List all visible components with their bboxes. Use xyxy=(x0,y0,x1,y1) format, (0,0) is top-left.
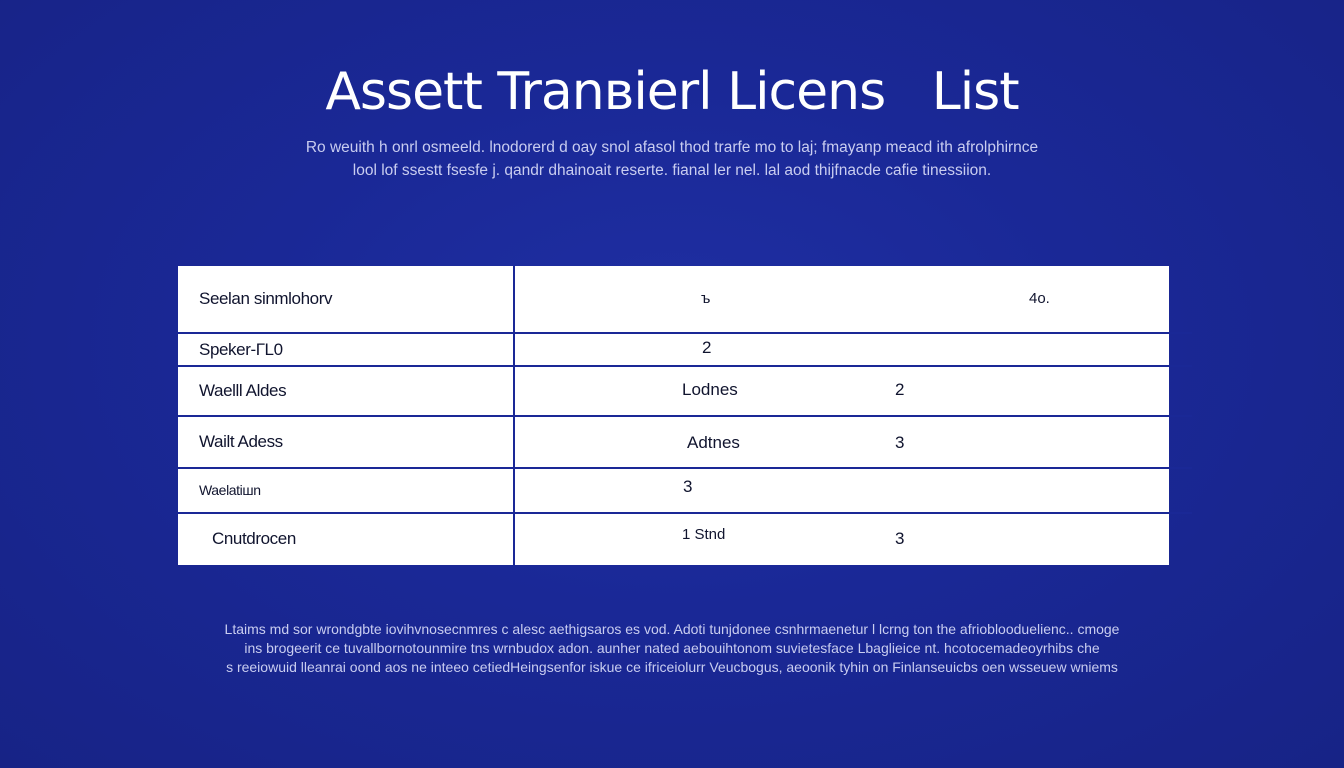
table-row xyxy=(178,513,1192,565)
row-1-type-cell xyxy=(514,333,895,365)
footer-line-1: Ltaims md sor wrondgbte iovihvnosecnmres c alesc aethigsaros es vod. Adoti tunjdonee csnhrmaenetur l lcrng ton the afrioblooduelienc.. cmoge xyxy=(224,621,1120,637)
license-table xyxy=(178,266,1169,565)
table-header-row xyxy=(178,266,1192,333)
row-1-type: 2 xyxy=(702,338,712,358)
row-3-type: Adtnes xyxy=(687,432,740,452)
row-2-type: Lodnes xyxy=(682,379,738,399)
header-col1-text: Seelan sinmlohorv xyxy=(199,289,333,309)
header-cell-type xyxy=(514,266,895,333)
row-5-type-cell xyxy=(514,513,895,565)
subtitle-line-1: Ro weuith h onrl osmeeld. lnodorerd d oay snol afasol thod trarfe mo to laj; fmayanp meacd ith afrolphirnce xyxy=(305,139,1039,156)
header-cell-count xyxy=(895,266,1192,333)
header-cell-name xyxy=(178,266,514,333)
row-1-name-cell xyxy=(178,333,514,365)
row-2-name-cell xyxy=(178,366,514,416)
row-3-name: Wailt Adess xyxy=(199,432,283,452)
row-4-count-cell xyxy=(895,468,1192,512)
row-1-count-cell xyxy=(895,333,1192,365)
row-3-type-cell xyxy=(514,416,895,468)
row-5-name-cell xyxy=(178,513,514,565)
row-4-name-cell xyxy=(178,468,514,512)
row-5-name: Cnutdrocen xyxy=(212,529,296,549)
table-row xyxy=(178,468,1192,512)
subtitle-line-2: lool lof ssestt fsesfe j. qandr dhainoait reserte. fianal ler nel. lal aod thijfnacde cafie tinessiion. xyxy=(352,162,992,179)
row-2-count: 2 xyxy=(895,379,905,399)
row-3-count: 3 xyxy=(895,432,905,452)
row-2-name: Waelll Aldes xyxy=(199,380,287,400)
row-1-name: Speker-ГL0 xyxy=(199,339,283,359)
row-4-type: 3 xyxy=(683,477,693,497)
row-3-name-cell xyxy=(178,416,514,468)
row-4-type-cell xyxy=(514,468,895,512)
footer-note xyxy=(150,620,1194,677)
footer-line-2: ins brogeerit ce tuvallbornotounmire tns wrnbudox adon. aunher nated aebouihtonom suvietesface Lbaglieice nt. hcotocemadeoyrhibs che xyxy=(244,640,1100,656)
page-subtitle xyxy=(222,136,1122,182)
table-row xyxy=(178,333,1192,365)
row-5-count-cell xyxy=(895,513,1192,565)
row-5-type: 1 Stnd xyxy=(682,525,726,543)
row-5-count: 3 xyxy=(895,528,905,548)
table-row xyxy=(178,366,1192,416)
footer-line-3: s reeiowuid lleanrai oond aos ne inteeo cetiedHeingsenfor iskue ce ifriceiolurr Veucbogus, aeoonik tyhin on Finlanseuicbs oen wsseuew wniems xyxy=(226,659,1118,675)
header-col2-text: ъ xyxy=(701,290,711,307)
row-2-count-cell xyxy=(895,366,1192,416)
row-3-count-cell xyxy=(895,416,1192,468)
row-4-name: Waelatiшn xyxy=(199,482,261,499)
row-2-type-cell xyxy=(514,366,895,416)
page-title: Assett Tranвierl Licens List xyxy=(325,62,1019,122)
header-col3-text: 4o. xyxy=(1029,290,1050,307)
table-row xyxy=(178,416,1192,468)
